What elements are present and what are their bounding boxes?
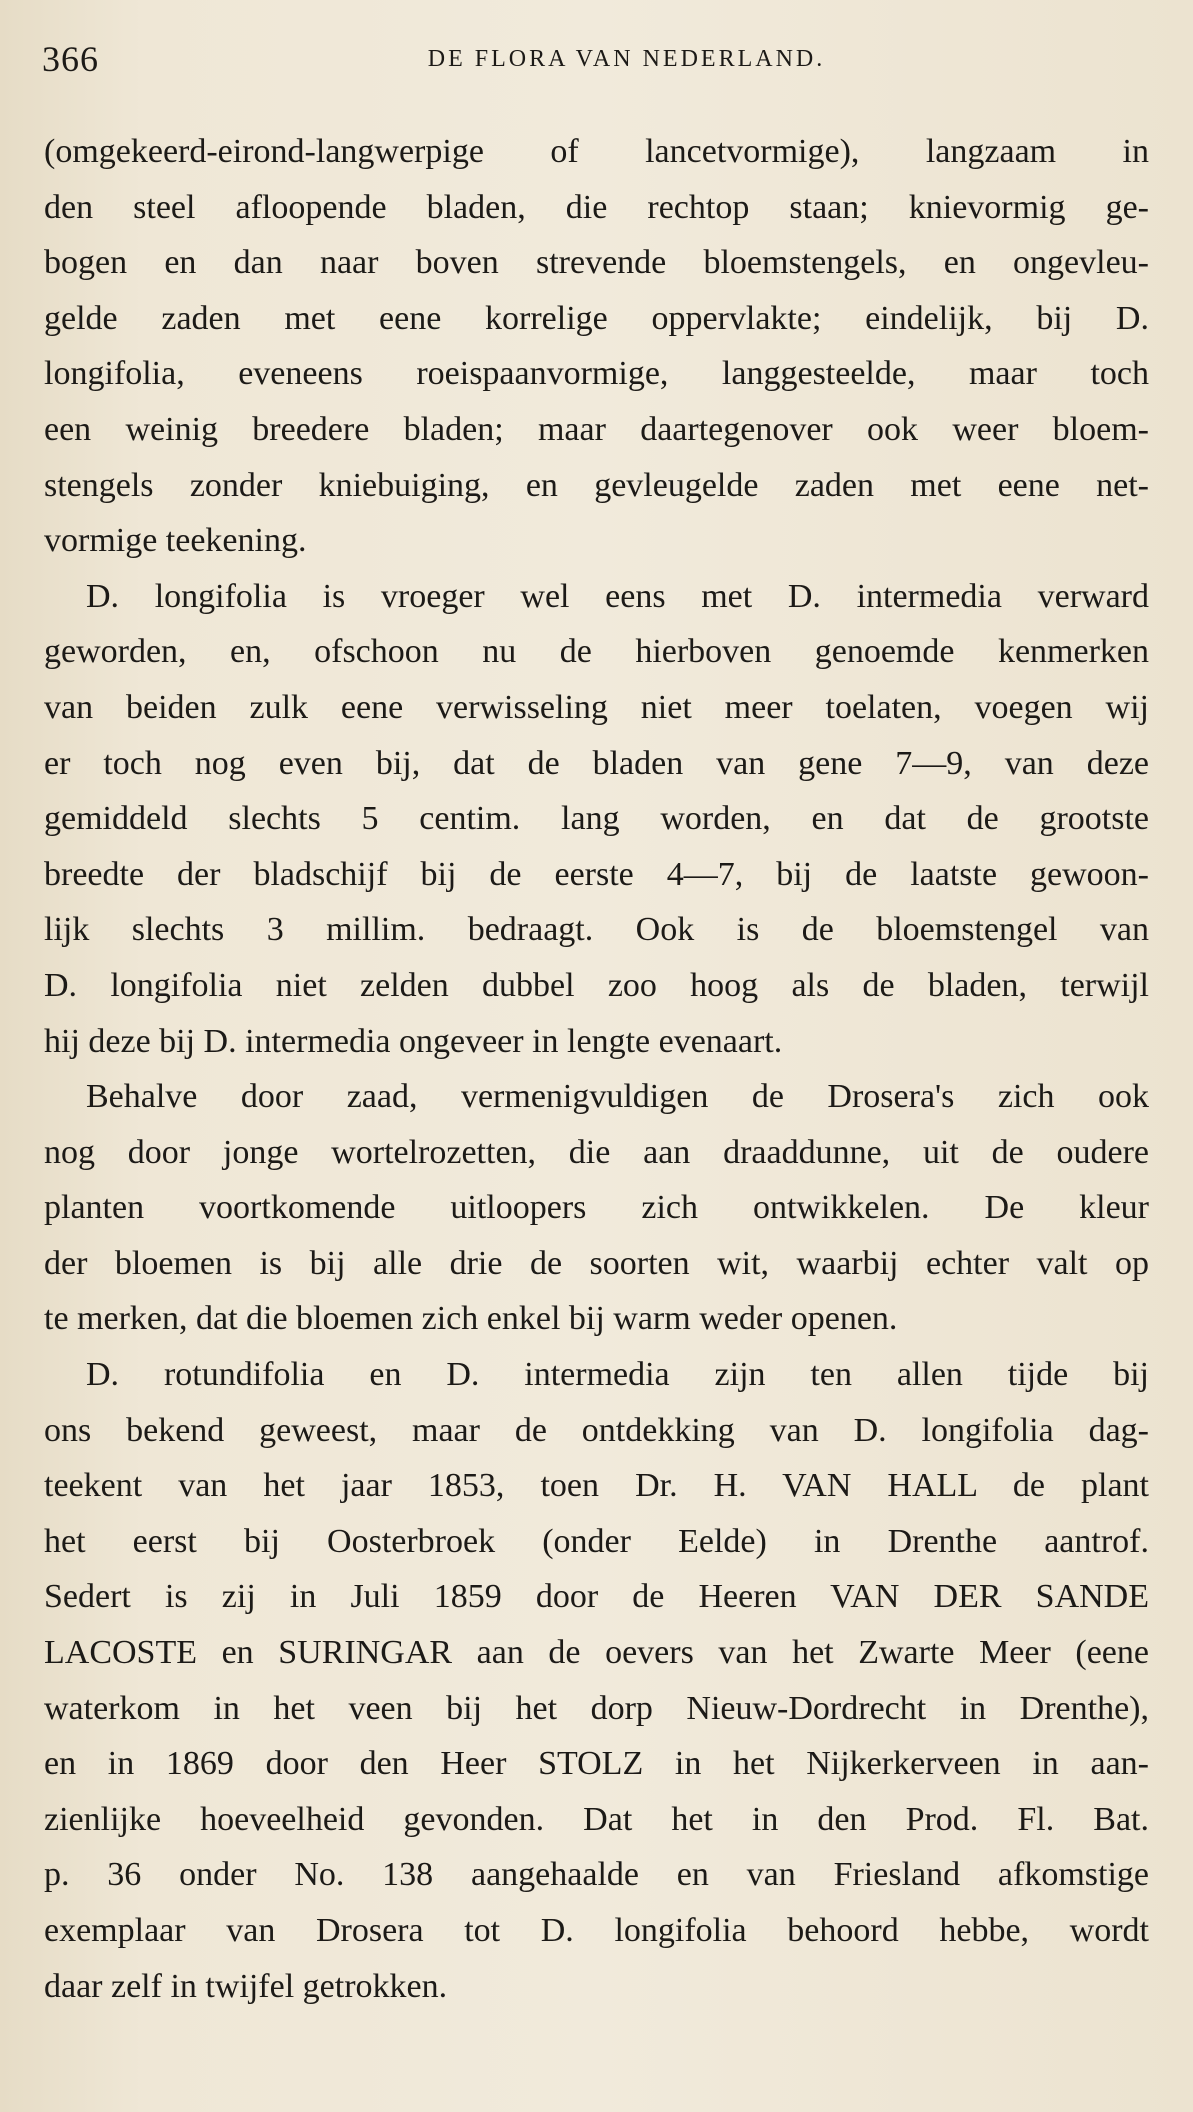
text-line: exemplaar van Drosera tot D. longifolia behoord hebbe, wordt (44, 1912, 1149, 1949)
text-line: nog door jonge wortelrozetten, die aan draaddunne, uit de oudere (44, 1133, 1149, 1171)
text-line: lijk slechts 3 millim. bedraagt. Ook is de bloemstengel van (44, 911, 1149, 949)
text-line: het eerst bij Oosterbroek (onder Eelde) in Drenthe aantrof. (44, 1522, 1149, 1560)
text-line: p. 36 onder No. 138 aangehaalde en van Friesland afkomstige (44, 1856, 1149, 1894)
text-line: teekent van het jaar 1853, toen Dr. H. VAN HALL de plant (44, 1467, 1149, 1505)
text-line: ons bekend geweest, maar de ontdekking van D. longifolia dag- (44, 1411, 1149, 1449)
text-line: geworden, en, ofschoon nu de hierboven genoemde kenmerken (44, 633, 1149, 671)
paragraph (44, 1347, 1149, 2014)
text-line: gelde zaden met eene korrelige oppervlakte; eindelijk, bij D. (44, 299, 1149, 337)
text-line: D. longifolia niet zelden dubbel zoo hoog als de bladen, terwijl (44, 966, 1149, 1004)
text-line: LACOSTE en SURINGAR aan de oevers van het Zwarte Meer (eene (44, 1634, 1149, 1672)
running-title: DE FLORA VAN NEDERLAND. (427, 46, 826, 72)
text-line: (omgekeerd-eirond-langwerpige of lancetvormige), langzaam in (44, 133, 1149, 170)
text-line: van beiden zulk eene verwisseling niet meer toelaten, voegen wij (44, 688, 1149, 726)
text-line: bogen en dan naar boven strevende bloemstengels, en ongevleu- (44, 244, 1149, 282)
text-line: D. longifolia is vroeger wel eens met D. intermedia verward (86, 577, 1149, 615)
paragraph (44, 1069, 1149, 1347)
paragraph (44, 569, 1149, 1069)
page-header (42, 38, 1151, 88)
page-number: 366 (42, 39, 99, 79)
text-line: daar zelf in twijfel getrokken. (44, 1967, 448, 2005)
text-line: gemiddeld slechts 5 centim. lang worden, en dat de grootste (44, 800, 1149, 838)
text-line: hij deze bij D. intermedia ongeveer in lengte evenaart. (44, 1022, 783, 1060)
text-line: planten voortkomende uitloopers zich ontwikkelen. De kleur (44, 1189, 1149, 1227)
text-line: en in 1869 door den Heer STOLZ in het Nijkerkerveen in aan- (44, 1745, 1149, 1783)
text-line: stengels zonder kniebuiging, en gevleugelde zaden met eene net- (44, 466, 1149, 504)
text-line: longifolia, eveneens roeispaanvormige, langgesteelde, maar toch (44, 355, 1149, 393)
text-line: der bloemen is bij alle drie de soorten wit, waarbij echter valt op (44, 1244, 1149, 1282)
text-line: zienlijke hoeveelheid gevonden. Dat het in den Prod. Fl. Bat. (44, 1800, 1149, 1838)
text-line: er toch nog even bij, dat de bladen van gene 7—9, van deze (44, 744, 1149, 782)
text-line: te merken, dat die bloemen zich enkel bij warm weder openen. (44, 1300, 898, 1338)
text-line: vormige teekening. (44, 522, 307, 560)
text-line: breedte der bladschijf bij de eerste 4—7, bij de laatste gewoon- (44, 855, 1149, 893)
page-body (44, 124, 1149, 2014)
paragraph (44, 124, 1149, 569)
text-line: Sedert is zij in Juli 1859 door de Heeren VAN DER SANDE (44, 1578, 1149, 1616)
text-line: een weinig breedere bladen; maar daartegenover ook weer bloem- (44, 410, 1149, 448)
text-line: den steel afloopende bladen, die rechtop staan; knievormig ge- (44, 188, 1149, 226)
text-line: D. rotundifolia en D. intermedia zijn ten allen tijde bij (86, 1356, 1149, 1394)
text-line: waterkom in het veen bij het dorp Nieuw-Dordrecht in Drenthe), (44, 1689, 1149, 1727)
text-line: Behalve door zaad, vermenigvuldigen de Drosera's zich ook (86, 1078, 1149, 1116)
